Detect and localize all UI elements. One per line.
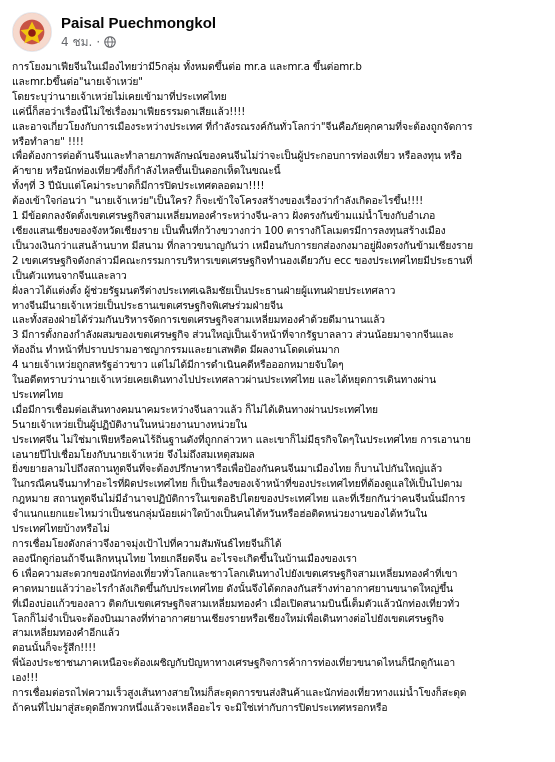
post-text-line: ในกรณีคนจีนมาทำอะไรที่ผิดประเทศไทย ก็เป็นเรื่องของเจ้าหน้าที่ของประเทศไทยที่ต้องดูแลให้เป็นไปตาม <box>12 478 463 491</box>
post-text-line: 5นายเจ้าเหว่ยเป็นผู้ปฏิบัติงานในหน่วยงานบางหน่วยใน <box>12 418 248 431</box>
post-text-line: ทั้งๆที่ 3 ปีนับแต่โคม่าระบาดก็มีการปิดประเทศตลอดมา!!!! <box>12 180 265 193</box>
post-text-line: หรือทำลาย" !!!! <box>12 135 84 148</box>
globe-icon[interactable] <box>104 36 116 48</box>
post-text-line: 2 เขตเศรษฐกิจดังกล่าวมีคณะกรรมการบริหารเขตเศรษฐกิจทำนองเดียวกับ ecc ของประเทศไทยมีประธานที่ <box>12 254 473 267</box>
post-text-line: ฝั่งลาวได้แต่งตั้ง ผู้ช่วยรัฐมนตรีต่างประเทศเฉลิมชัยเป็นประธานฝ่ายผู้แทนฝ่ายประเทศลาว <box>12 284 396 297</box>
post-text-line: ค้าขาย หรือนักท่องเที่ยวซึ่งก็กำลังไหลขึ้นเป็นดอกเห็ดในขณะนี้ <box>12 165 281 178</box>
post-text-line: ตอนนั้นก็จะรู้สึก!!!! <box>12 642 97 655</box>
post-text-line: เอง!!! <box>12 672 39 685</box>
post-subline <box>61 34 216 50</box>
post-text-line: เอนายปีไปเชื่อมโยงกับนายเจ้าเหว่ย จึงไม่ถึงสมเหตุสมผล <box>12 448 255 461</box>
post-text-line: กฎหมาย สถานทูตจีนไม่มีอำนาจปฏิบัติการในเขตอธิปไตยของประเทศไทย และที่เรียกกันว่าคนจีนนั้นมีการ <box>12 493 466 506</box>
post-text-line: และอาจเกี่ยวโยงกับการเมืองระหว่างประเทศ ที่กำลังรณรงค์กันทั่วโลกว่า"จีนคือภัยคุกคามที่จะต้องถูกจัดการ <box>12 120 473 133</box>
post-text-line: ทางจีนมีนายเจ้าเหว่ยเป็นประธานเขตเศรษฐกิจพิเศษร่วมฝ่ายจีน <box>12 299 283 312</box>
post-meta <box>61 14 216 50</box>
post-text-line: ท้องถิ่น ทำหน้าที่ปราบปรามอาชญากรรมและยาเสพติด มีผลงานโดดเด่นมาก <box>12 344 340 357</box>
post-text-line: การโยงมาเฟียจีนในเมืองไทยว่ามี5กลุ่ม ทั้งหมดขึ้นต่อ mr.a และmr.a ขึ้นต่อmr.b <box>12 61 362 73</box>
post-text-line: 4 นายเจ้าเหว่ยถูกสหรัฐอ่าวขาว แต่ไม่ได้มีการดำเนินคดีหรือออกหมายจับใดๆ <box>12 359 344 372</box>
post-text-line: ลองนึกดูก่อนถ้าจีนเลิกหนุนไทย ไทยเกลียดจีน อะไรจะเกิดขึ้นในบ้านเมืองของเรา <box>12 552 357 565</box>
post-text-line: เป็นวงเงินกว่าแสนล้านบาท มีสนาม ที่กลาวขนาญกันว่า เหมือนกับการยกส่องกงมาอยู่ฝั่งตรงกันข้ามเชียงราย <box>12 239 474 252</box>
post-text-line: 1 มีข้อตกลงจัดตั้งเขตเศรษฐกิจสามเหลี่ยมทองคำระหว่างจีน-ลาว ฝั่งตรงกันข้ามแม่น้ำโขงกับอำเภอ <box>12 210 436 223</box>
post-text-line: โดยระบุว่านายเจ้าเหว่ยไม่เคยเข้ามาที่ประเทศไทย <box>12 90 227 103</box>
post-text-line: ที่เมืองบ่อแก้วของลาว ติดกับเขตเศรษฐกิจสามเหลี่ยมทองคำ เมื่อเปิดสนามบินนี้เต็มตัวแล้วนักท่องเที่ยวทั่ว <box>12 597 460 610</box>
post-text-line: แค่นี้ก็สอว่าเรื่องนี้ไม่ใช่เรื่องมาเฟียธรรมดาเสียแล้ว!!!! <box>12 105 246 118</box>
post-text-line: เชียงแสนเชียงของจังหวัดเชียงราย เป็นพื้นที่กว้างขวางกว่า 100 ตารางกิโลเมตรมีการลงทุนสร้างเมือง <box>12 224 446 237</box>
post-text-line: 3 มีการตั้งกองกำลังผสมของเขตเศรษฐกิจ ส่วนใหญ่เป็นเจ้าหน้าที่จากรัฐบาลลาว ส่วนน้อยมาจากจีนและ <box>12 329 454 342</box>
post-text-line: เพื่อต้องการต่อต้านจีนและทำลายภาพลักษณ์ของคนจีนไม่ว่าจะเป็นผู้ประกอบการท่องเที่ยว หรือลงทุน หรือ <box>12 150 462 163</box>
post-text-line: 6 เพื่อความสะดวกของนักท่องเที่ยวทั่วโลกและชาวโลกเดินทางไปยังเขตเศรษฐกิจสามเหลี่ยมทองคำที่เขา <box>12 567 458 580</box>
post-text-line: การเชื่อมโยงดังกล่าวจึงอาจมุ่งเป้าไปที่ความสัมพันธ์ไทยจีนก็ได้ <box>12 538 282 550</box>
post-body <box>12 60 543 716</box>
post-text-line: โลกก็ไม่จำเป็นจะต้องบินมาลงที่ท่าอากาศยานเชียงรายหรือเชียงใหม่เพื่อเดินทางต่อไปยังเขตเศรษฐกิจ <box>12 612 444 625</box>
post-text-line: ในอดีตทราบว่านายเจ้าเหว่ยเคยเดินทางไปประเทศลาวผ่านประเทศไทย และได้หยุดการเดินทางผ่าน <box>12 374 437 387</box>
avatar-emblem-icon <box>13 12 51 52</box>
post-text-line: สามเหลี่ยมทองคำอีกแล้ว <box>12 627 120 640</box>
post-text-line: พี่น้องประชาชนภาคเหนือจะต้องเผชิญกับปัญหาทางเศรษฐกิจการค้าการท่องเที่ยวขนาดไหนก็นึกดูกันเอา <box>12 657 456 670</box>
post-text-line: การเชื่อมต่อรถไฟความเร็วสูงเส้นทางสายใหม่ก็สะดุดการขนส่งสินค้าและนักท่องเที่ยวทางแม่น้ำโขงก็สะดุด <box>12 687 467 700</box>
post-text-line: ยิ่งขยายลามไปถึงสถานทูตจีนที่จะต้องปรึกษาหารือเพื่อป้องกันคนจีนมาเมืองไทย ก็บานไปกันใหญ่แล้ว <box>12 463 443 476</box>
author-name[interactable]: Paisal Puechmongkol <box>61 15 217 32</box>
post-text-line: จำแนกแยกแยะไหมว่าเป็นชนกลุ่มน้อยเผ่าใดบ้างเป็นคนได้หวันหรือฮ่อติดหน่วยงานของได้หวันใน <box>12 508 428 521</box>
post-header <box>12 0 543 58</box>
post-text-line: ประเทศจีน ไม่ใช่มาเฟียหรือคนไร้ถิ่นฐานดังที่ถูกกล่าวหา และเขาก็ไม่มีธุรกิจใดๆในประเทศไทย การเอานาย <box>12 433 471 446</box>
post-text-line: ประเทศไทย <box>12 388 64 401</box>
post-text-line: และmr.bขึ้นต่อ"นายเจ้าเหว่ย" <box>12 75 143 88</box>
author-avatar[interactable] <box>12 12 52 52</box>
post-text-line: ประเทศไทยบ้างหรือไม่ <box>12 523 110 536</box>
post-text-line: เมื่อมีการเชื่อมต่อเส้นทางคมนาคมระหว่างจีนลาวแล้ว ก็ไม่ได้เดินทางผ่านประเทศไทย <box>12 403 378 416</box>
meta-separator: · <box>96 35 101 49</box>
post-text-line: และทั้งสองฝ่ายได้ร่วมกันบริหารจัดการเขตเศรษฐกิจสามเหลี่ยมทองคำด้วยดีมานานแล้ว <box>12 314 385 327</box>
post-timestamp[interactable]: 4 ชม. <box>61 35 93 49</box>
post-text-line: ถ้าคนที่ไปมาสู่สะดุดอีกพวกหนึ่งแล้วจะเหลืออะไร จะมิใช่เท่ากับการปิดประเทศหรอกหรือ <box>12 701 388 714</box>
post-text-line: คาดหมายแล้วว่าอะไรกำลังเกิดขึ้นกับประเทศไทย ดังนั้นจึงได้ตกลงกันสร้างท่าอากาศยานขนาดใหญ่ขึ้น <box>12 582 453 595</box>
post-text-line: ต้องเข้าใจก่อนว่า "นายเจ้าเหว่ย"เป็นใคร? ก็จะเข้าใจโครงสร้างของเรื่องว่ากำลังเกิดอะไรขึ้น!!!! <box>12 195 424 208</box>
post-text-line: เป็นตัวแทนจากจีนและลาว <box>12 269 127 282</box>
